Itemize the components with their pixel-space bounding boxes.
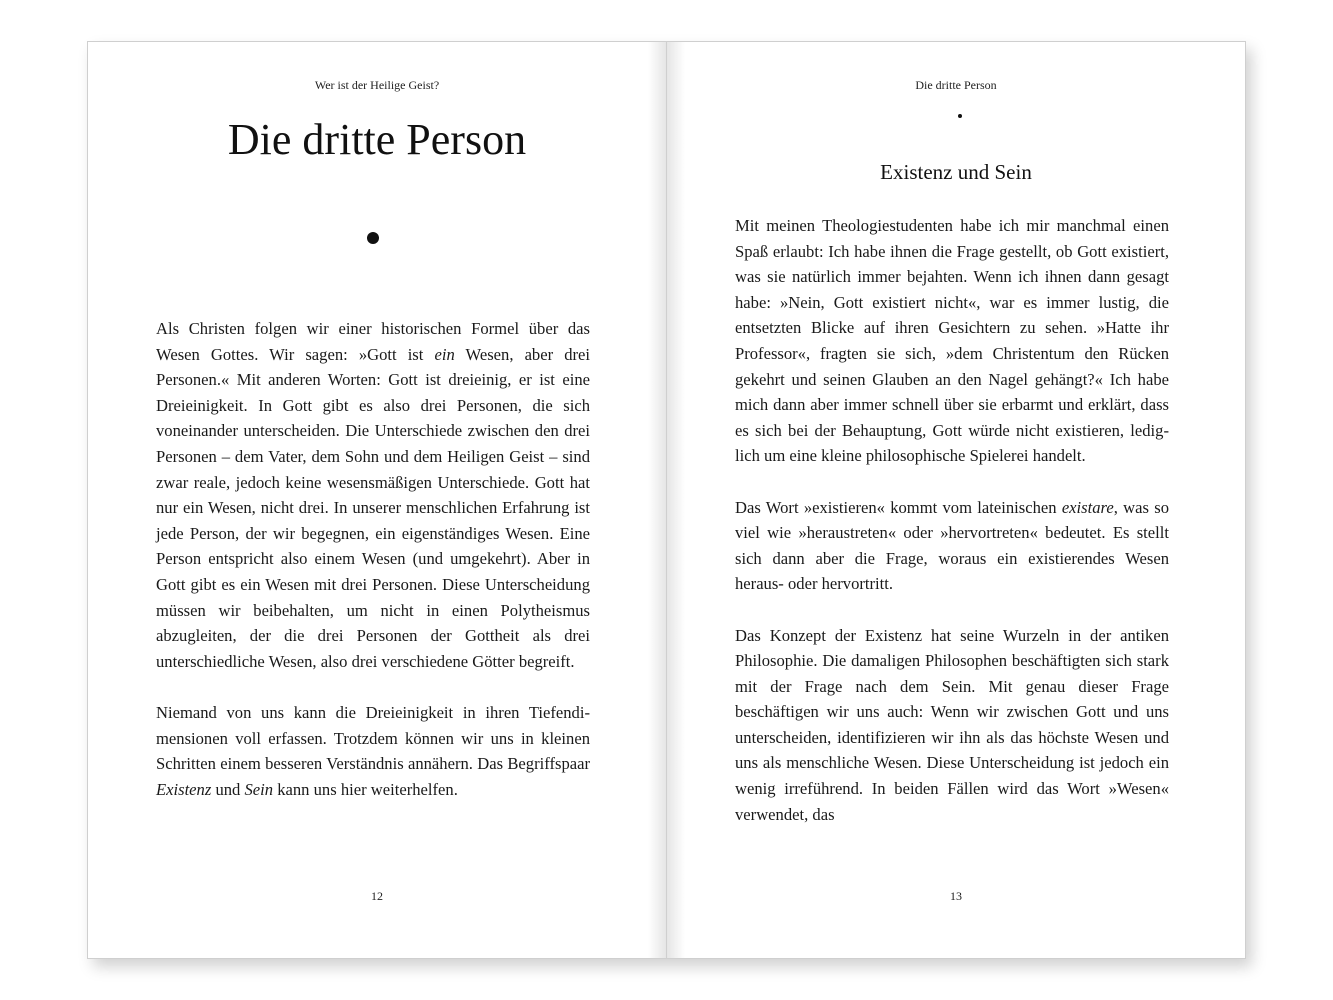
gutter-shadow [648, 42, 666, 958]
paragraph: Mit meinen Theologiestudenten habe ich mir manchmal einen Spaß erlaubt: Ich habe ihnen die Frage gestellt, ob Gott existiert, was sie natürlich immer bejahten. Wenn ich ihnen dann gesagt habe: »Nein, Gott existiert nicht«, war es immer lustig, die entsetzten Blicke auf ihren Gesichtern zu sehen. »Hatte ihr Professor«, fragten sie sich, »dem Christentum den Rücken gekehrt und seinen Glauben an den Nagel gehängt?« Ich habe mich dann aber immer schnell über sie erbarmt und erklärt, dass es sich bei der Behauptung, Gott würde nicht existieren, lediglich um eine kleine philosophische Spielerei handelt. [735, 216, 1169, 466]
left-page [87, 41, 667, 959]
page-number: 12 [371, 889, 383, 903]
body-text [735, 213, 1169, 853]
section-title: Existenz und Sein [880, 160, 1032, 184]
paragraph: Das Konzept der Existenz hat seine Wurzeln in der antiken Philosophie. Die damaligen Philosophen beschäftigten sich stark mit der Frage nach dem Sein. Mit genau dieser Frage beschäftigen wir uns auch: Wenn wir zwischen Gott und uns unterscheiden, identifizieren wir ihn als das höchste Wesen und uns als menschliche Wesen. Diese Unterscheidung ist jedoch ein wenig irreführend. In beiden Fällen wird das Wort »Wesen« verwendet, das [735, 625, 1169, 824]
paragraph: Das Wort »existieren« kommt vom lateinischen existare, was so viel wie »heraustreten« oder »hervortreten« bedeutet. Es stellt sich dann aber die Frage, woraus ein existierendes Wesen heraus- oder hervortritt. [735, 497, 1169, 594]
page-number: 13 [950, 889, 962, 903]
chapter-title: Die dritte Person [227, 115, 527, 164]
small-dot-ornament-icon [958, 114, 962, 118]
running-head: Die dritte Person [915, 78, 997, 92]
paragraph: Als Christen folgen wir einer historischen Formel über das Wesen Gottes. Wir sagen: »Gott ist ein Wesen, aber drei Personen.« Mit anderen Worten: Gott ist dreieinig, er ist eine Dreieinigkeit. In Gott gibt es also drei Personen, die sich voneinander unterscheiden. Die Unterschiede zwischen den drei Personen – dem Vater, dem Sohn und dem Heiligen Geist – sind zwar reale, jedoch keine wesensmäßigen Unterschiede. Gott hat nur ein Wesen, nicht drei. In unserer menschlichen Erfahrung ist jede Person, der wir begegnen, ein eigenständiges Wesen. Eine Person entspricht also einem Wesen (und umgekehrt). Aber in Gott gibt es ein Wesen mit drei Personen. Diese Unterscheidung müssen wir beibehalten, um nicht in einen Polytheismus abzugleiten, der die drei Personen der Gottheit als drei unterschiedliche Wesen, also drei verschiedene Götter begreift. [156, 319, 590, 671]
right-page [666, 41, 1246, 959]
paragraph: Niemand von uns kann die Dreieinigkeit in ihren Tiefendimensionen voll erfassen. Trotzdem können wir uns in kleinen Schritten einem besseren Verständnis annähern. Das Begriffspaar Existenz und Sein kann uns hier weiterhelfen. [156, 702, 590, 799]
book-spread [87, 41, 1246, 959]
running-head: Wer ist der Heilige Geist? [314, 78, 440, 92]
body-text [156, 316, 590, 828]
bullet-ornament-icon [367, 232, 379, 244]
